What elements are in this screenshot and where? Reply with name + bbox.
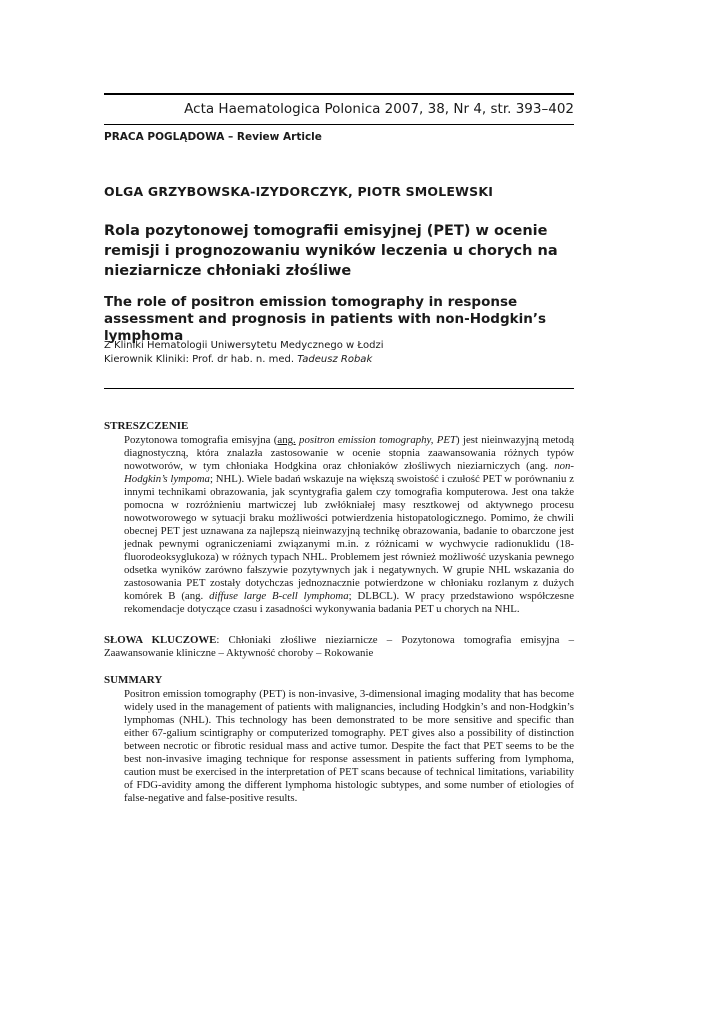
keywords-label: SŁOWA KLUCZOWE [104,634,217,646]
keywords [104,634,574,660]
header-rule [104,388,574,389]
affiliation-head-name: Tadeusz Robak [297,354,373,365]
streszczenie-italic-3: diffuse large B-cell lymphoma [209,590,349,602]
affiliation-head [104,353,383,367]
streszczenie-text-1: Pozytonowa tomografia emisyjna ( [124,434,278,446]
title-english: The role of positron emission tomography in response assessment and prognosis in patients with non-Hodgkin’s lymphoma [104,294,547,344]
top-rule [104,93,574,95]
affiliation-clinic: Z Kliniki Hematologii Uniwersytetu Medycznego w Łodzi [104,340,384,351]
summary-body: Positron emission tomography (PET) is non-invasive, 3-dimensional imaging modality that has become widely used in the management of patients with malignancies, including Hodgkin’s and non-Hodgkin’s lymphomas (NHL). This technology has been demonstrated to be more sensitive and specific than either 67-galium scintigraphy or computerized tomography. PET gives also a possibility of distinction between necrotic or fibrotic residual mass and active tumor. Despite the fact that PET seems to be the best non-invasive imaging technique for response assessment in patients suffering from lymphoma, caution must be exercised in the interpretation of PET scans because of technical limitations, variability of FDG-avidity among the different lymphoma histologic subtypes, and some number of etiologies of false-negative and false-positive results. [124,688,574,804]
streszczenie-text-2: ) jest nieinwazyjną metodą diagnostyczną, która znalazła zastosowanie w ocenie stopnia zaawansowania różnych typów nowotworów, w tym chłoniaka Hodgkina oraz chłoniaków złośliwych nieziarniczych (ang. [124,434,574,472]
streszczenie-body [124,434,574,616]
affiliation [104,339,383,367]
affiliation-head-prefix: Kierownik Kliniki: Prof. dr hab. n. med. [104,354,298,365]
journal-reference: Acta Haematologica Polonica 2007, 38, Nr 4, str. 393–402 [184,101,574,117]
authors: OLGA GRZYBOWSKA-IZYDORCZYK, PIOTR SMOLEWSKI [104,184,494,199]
article-type: PRACA POGLĄDOWA – Review Article [104,131,322,143]
journal-rule [104,124,574,125]
streszczenie-heading: STRESZCZENIE [104,420,189,432]
streszczenie-ang: ang. [277,434,296,446]
streszczenie-italic-2: non-Hodgkin’s lympoma [124,460,574,485]
streszczenie-text-3: ; NHL). Wiele badań wskazuje na większą swoistość i czułość PET w porównaniu z innymi technikami obrazowania, jak scyntygrafia galem czy tomografia komputerowa. Jest ona także pomocna w rozróżnieniu martwiczej lub zwłókniałej masy resztkowej od aktywnego procesu nowotworowego w sytuacji braku możliwości potwierdzenia histopatologicznego. Pomimo, że chwili obecnej PET jest uznawana za najlepszą nieinwazyjną technikę obrazowania, badanie to obarczone jest jednak pewnymi ograniczeniami związanymi m.in. z różnicami w wychwycie radionuklidu (18-fluorodeoksyglukoza) w różnych typach NHL. Problemem jest również możliwość uzyskania pewnego odsetka wyników zarówno fałszywie pozytywnych jak i negatywnych. W grupie NHL wskazania do zastosowania PET zostały dotychczas jednoznacznie potwierdzone w chłoniaku rozlanym z dużych komórek B (ang. [124,473,574,602]
streszczenie-text-4: ; DLBCL). W pracy przedstawiono współczesne rekomendacje dotyczące czasu i zasadności wykonywania badania PET u chorych na NHL. [124,590,574,615]
streszczenie-italic-1: positron emission tomography, PET [295,434,456,446]
summary-heading: SUMMARY [104,674,163,686]
keywords-text: : Chłoniaki złośliwe nieziarnicze – Pozytonowa tomografia emisyjna – Zaawansowanie kliniczne – Aktywność choroby – Rokowanie [104,634,574,659]
title-polish: Rola pozytonowej tomografii emisyjnej (PET) w ocenie remisji i prognozowaniu wyników leczenia u chorych na nieziarnicze chłoniaki złośliwe [104,223,558,279]
